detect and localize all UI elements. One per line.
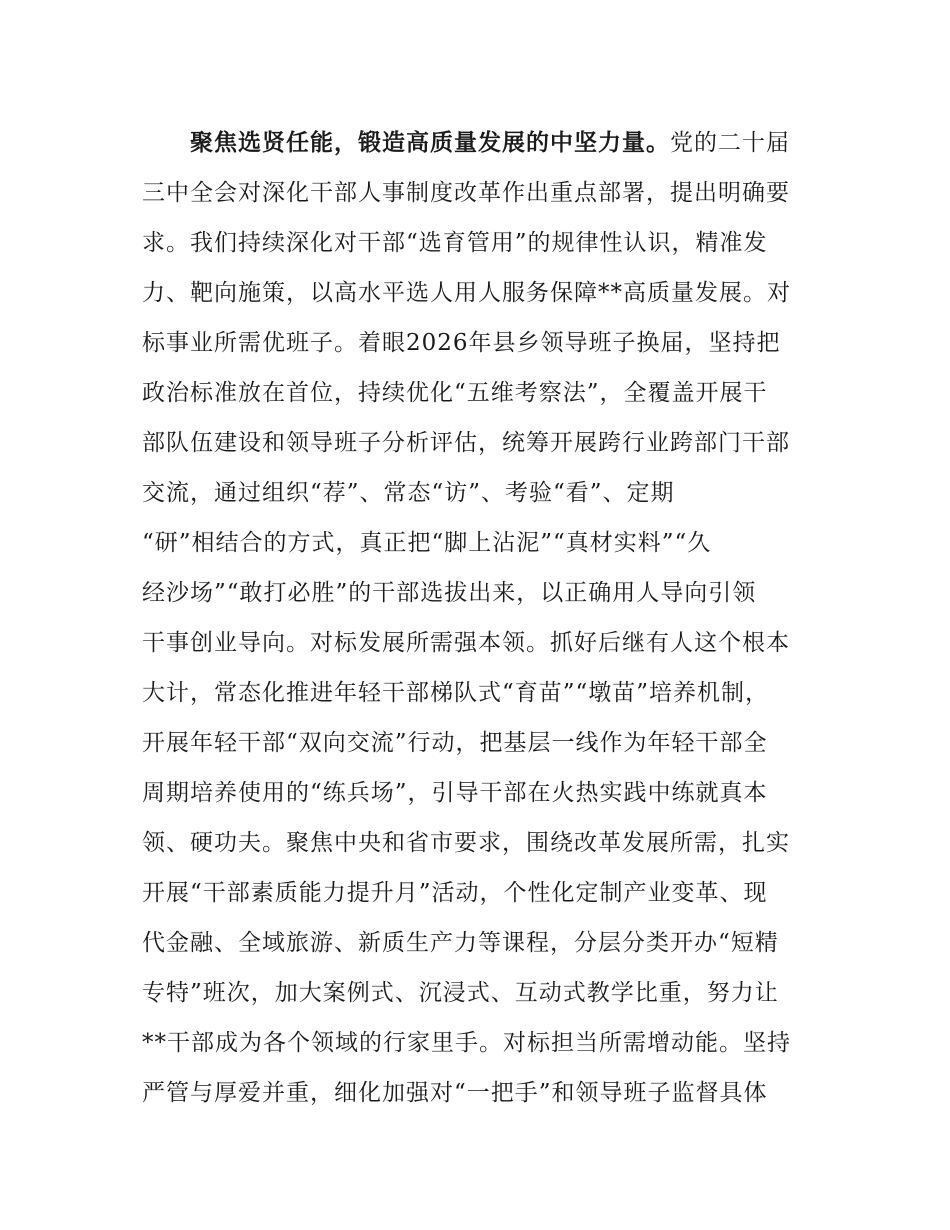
text-line-18: 专特”班次，加大案例式、沉浸式、互动式教学比重，努力让 bbox=[142, 980, 779, 1006]
text-line-5: 标事业所需优班子。着眼2026年县乡领导班子换届，坚持把 bbox=[142, 330, 781, 356]
text-line-15: 领、硬功夫。聚焦中央和省市要求，围绕改革发展所需，扎实 bbox=[142, 830, 790, 856]
text-line-11: 干事创业导向。对标发展所需强本领。抓好后继有人这个根本 bbox=[142, 630, 790, 656]
text-line-12: 大计，常态化推进年轻干部梯队式“育苗”“墩苗”培养机制， bbox=[142, 680, 770, 706]
text-line-13: 开展年轻干部“双向交流”行动，把基层一线作为年轻干部全 bbox=[142, 730, 768, 756]
paragraph-heading: 聚焦选贤任能，锻造高质量发展的中坚力量。 bbox=[190, 130, 670, 156]
text-line-8: 交流，通过组织“荐”、常态“访”、考验“看”、定期 bbox=[142, 480, 675, 506]
text-line-10: 经沙场”“敢打必胜”的干部选拔出来，以正确用人导向引领 bbox=[142, 580, 757, 606]
text-line-1 bbox=[142, 118, 812, 168]
text-line-7: 部队伍建设和领导班子分析评估，统筹开展跨行业跨部门干部 bbox=[142, 430, 790, 456]
text-line-17: 代金融、全域旅游、新质生产力等课程，分层分类开办“短精 bbox=[142, 930, 779, 956]
text-line-2: 三中全会对深化干部人事制度改革作出重点部署，提出明确要 bbox=[142, 180, 790, 206]
text-line-9: “研”相结合的方式，真正把“脚上沾泥”“真材实料”“久 bbox=[142, 530, 712, 556]
text-line-6: 政治标准放在首位，持续优化“五维考察法”，全覆盖开展干 bbox=[142, 380, 768, 406]
text-line-19: **干部成为各个领域的行家里手。对标担当所需增动能。坚持 bbox=[142, 1030, 791, 1056]
body-paragraph bbox=[142, 118, 812, 1118]
text-line-14: 周期培养使用的“练兵场”，引导干部在火热实践中练就真本 bbox=[142, 780, 768, 806]
text-line-4: 力、靶向施策，以高水平选人用人服务保障**高质量发展。对 bbox=[142, 280, 791, 306]
text-line-16: 开展“干部素质能力提升月”活动，个性化定制产业变革、现 bbox=[142, 880, 768, 906]
text-line-20: 严管与厚爱并重，细化加强对“一把手”和领导班子监督具体 bbox=[142, 1080, 768, 1106]
text-line-3: 求。我们持续深化对干部“选育管用”的规律性认识，精准发 bbox=[142, 230, 768, 256]
text-line-1-rest: 党的二十届 bbox=[670, 130, 790, 156]
